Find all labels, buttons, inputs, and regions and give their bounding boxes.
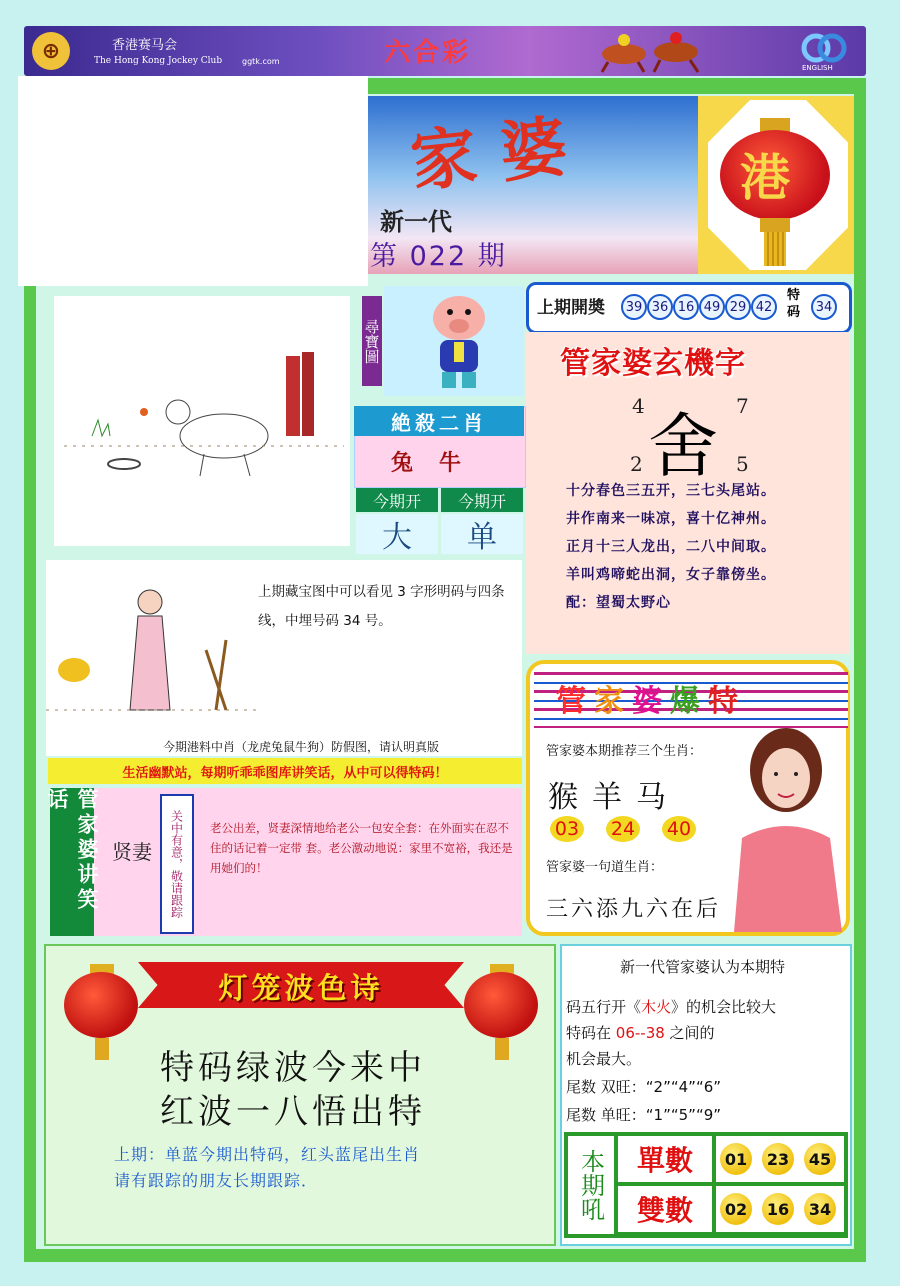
lantern-left-icon <box>64 972 138 1038</box>
draw-ball: 49 <box>699 294 725 320</box>
prediction-text: 特码在 <box>566 1024 616 1042</box>
special-number-ball: 34 <box>811 294 837 320</box>
riddle-line: 井作南来一味凉，喜十亿神州。 <box>566 511 776 527</box>
special-number-label: 特码 <box>787 288 801 320</box>
poem-line-1: 特码绿波今来中 <box>160 1048 426 1088</box>
kill-zodiac-values: 兔牛 <box>390 451 487 476</box>
lantern-tassel <box>95 1038 109 1060</box>
housekeeper-title <box>556 676 746 720</box>
racing-horses-icon <box>594 28 714 74</box>
treasure-map-label: 尋寶圖 <box>362 296 382 386</box>
riddle-line: 正月十三人龙出，二八中间取。 <box>566 539 776 555</box>
even-number-ball: 34 <box>804 1193 836 1225</box>
english-label[interactable]: ENGLISH <box>802 64 833 72</box>
open-value-2: 单 <box>441 514 523 554</box>
lottery-title: 六合彩 <box>384 38 472 68</box>
header-subtitle: 新一代 <box>380 208 452 236</box>
last-draw-label: 上期開奬 <box>537 298 605 318</box>
draw-ball: 29 <box>725 294 751 320</box>
recommend-number: 40 <box>662 816 696 842</box>
recommend-number: 24 <box>606 816 640 842</box>
odd-number-ball: 01 <box>720 1143 752 1175</box>
draw-ball: 42 <box>751 294 777 320</box>
housekeeper-title-char: 特 <box>708 684 746 719</box>
lantern-tassel <box>764 232 786 266</box>
recommend-zodiacs: 猴羊马 <box>548 780 680 815</box>
riddle-line: 十分春色三五开，三七头尾站。 <box>566 483 776 499</box>
poem-note-1: 上期：单蓝今期出特码，红头蓝尾出生肖 <box>114 1145 421 1164</box>
riddle-char: 舍 <box>648 405 718 487</box>
riddle-num: 2 <box>630 452 643 476</box>
last-draw-panel <box>526 282 852 334</box>
last-treasure-caption: 今期港料中肖（龙虎兔鼠牛狗）防假图，请认明真版 <box>162 740 439 754</box>
prediction-text: 之间的 <box>664 1024 715 1042</box>
open-label-2: 今期开 <box>441 488 523 512</box>
slogan-bar: 生活幽默站，每期听乖乖图库讲笑话，从中可以得特码！ <box>48 758 522 784</box>
prediction-text: 码五行开《 <box>566 998 642 1016</box>
club-name-cn: 香港赛马会 <box>112 38 178 53</box>
joke-tag: 关中有意，敬请跟踪 <box>160 794 194 934</box>
even-number-ball: 02 <box>720 1193 752 1225</box>
header-title: 家婆 <box>406 104 595 202</box>
riddle-line: 羊叫鸡啼蛇出洞，女子靠傍坐。 <box>566 567 776 583</box>
odd-numbers <box>716 1136 844 1182</box>
zodiac-verse: 三六添九六在后 <box>546 897 722 922</box>
odd-even-side-label: 本期吼 <box>568 1136 614 1234</box>
joke-title: 贤妻 <box>112 840 152 864</box>
odd-label: 單數 <box>618 1136 712 1182</box>
poem-title: 灯笼波色诗 <box>218 971 384 1005</box>
joke-section-label: 管家婆讲笑话 <box>50 788 94 936</box>
prediction-line: 机会最大。 <box>566 1050 642 1068</box>
club-url[interactable]: ggtk.com <box>242 57 280 66</box>
prediction-highlight: 木火 <box>641 998 672 1016</box>
lantern-tassel <box>495 1038 509 1060</box>
prediction-line <box>566 1022 715 1043</box>
jockey-club-logo[interactable]: ⊕ <box>32 32 70 70</box>
goat-illustration-icon <box>54 296 350 546</box>
prediction-line <box>566 996 776 1017</box>
issue-number: 第 022 期 <box>370 241 507 272</box>
draw-ball: 16 <box>673 294 699 320</box>
housekeeper-title-char: 爆 <box>670 684 708 719</box>
blank-panel <box>18 76 368 286</box>
even-label: 雙數 <box>618 1186 712 1232</box>
riddle-num: 5 <box>736 452 749 476</box>
even-number-ball: 16 <box>762 1193 794 1225</box>
housekeeper-title-char: 管 <box>556 684 594 719</box>
recommend-number: 03 <box>550 816 584 842</box>
even-numbers <box>716 1186 844 1232</box>
poem-note-2: 请有跟踪的朋友长期跟踪． <box>114 1171 319 1190</box>
prediction-line: 尾数 双旺：“2”“4”“6” <box>566 1078 722 1096</box>
top-banner <box>24 26 866 76</box>
girl-photo-icon <box>724 718 848 932</box>
prediction-highlight: 06--38 <box>615 1024 665 1042</box>
open-value-1: 大 <box>356 514 438 554</box>
verse-label: 管家婆一句道生肖： <box>546 860 664 875</box>
riddle-line: 配：望蜀太野心 <box>566 595 671 611</box>
prediction-text: 》的机会比较大 <box>671 998 777 1016</box>
recommend-label: 管家婆本期推荐三个生肖： <box>546 744 703 759</box>
odd-number-ball: 45 <box>804 1143 836 1175</box>
draw-ball: 39 <box>621 294 647 320</box>
prediction-line: 新一代管家婆认为本期特 <box>620 958 786 976</box>
lady-illustration-icon <box>46 560 256 740</box>
odd-number-ball: 23 <box>762 1143 794 1175</box>
riddle-num: 4 <box>632 394 645 418</box>
treasure-map-image <box>54 296 350 546</box>
poem-line-2: 红波一八悟出特 <box>160 1092 426 1132</box>
last-treasure-text: 上期藏宝图中可以看见 3 字形明码与四条线，中埋号码 34 号。 <box>258 584 505 629</box>
riddle-num: 7 <box>736 394 749 418</box>
housekeeper-title-char: 家 <box>594 684 632 719</box>
lantern-char: 港 <box>740 149 790 207</box>
riddle-title: 管家婆玄機字 <box>560 346 746 381</box>
pig-mascot-icon <box>424 292 494 392</box>
prediction-line: 尾数 单旺：“1”“5”“9” <box>566 1106 722 1124</box>
open-label-1: 今期开 <box>356 488 438 512</box>
lantern-base <box>760 218 790 232</box>
housekeeper-title-char: 婆 <box>632 684 670 719</box>
lantern-right-icon <box>464 972 538 1038</box>
draw-ball: 36 <box>647 294 673 320</box>
club-name-en: The Hong Kong Jockey Club <box>94 56 223 66</box>
joke-text: 老公出差，贤妻深情地给老公一包安全套：在外面实在忍不住的话记着一定带 套。老公激动地说：家里不宽裕，我还是用她们的！ <box>210 821 513 875</box>
kill-zodiac-title: 絶殺二肖 <box>354 406 524 436</box>
